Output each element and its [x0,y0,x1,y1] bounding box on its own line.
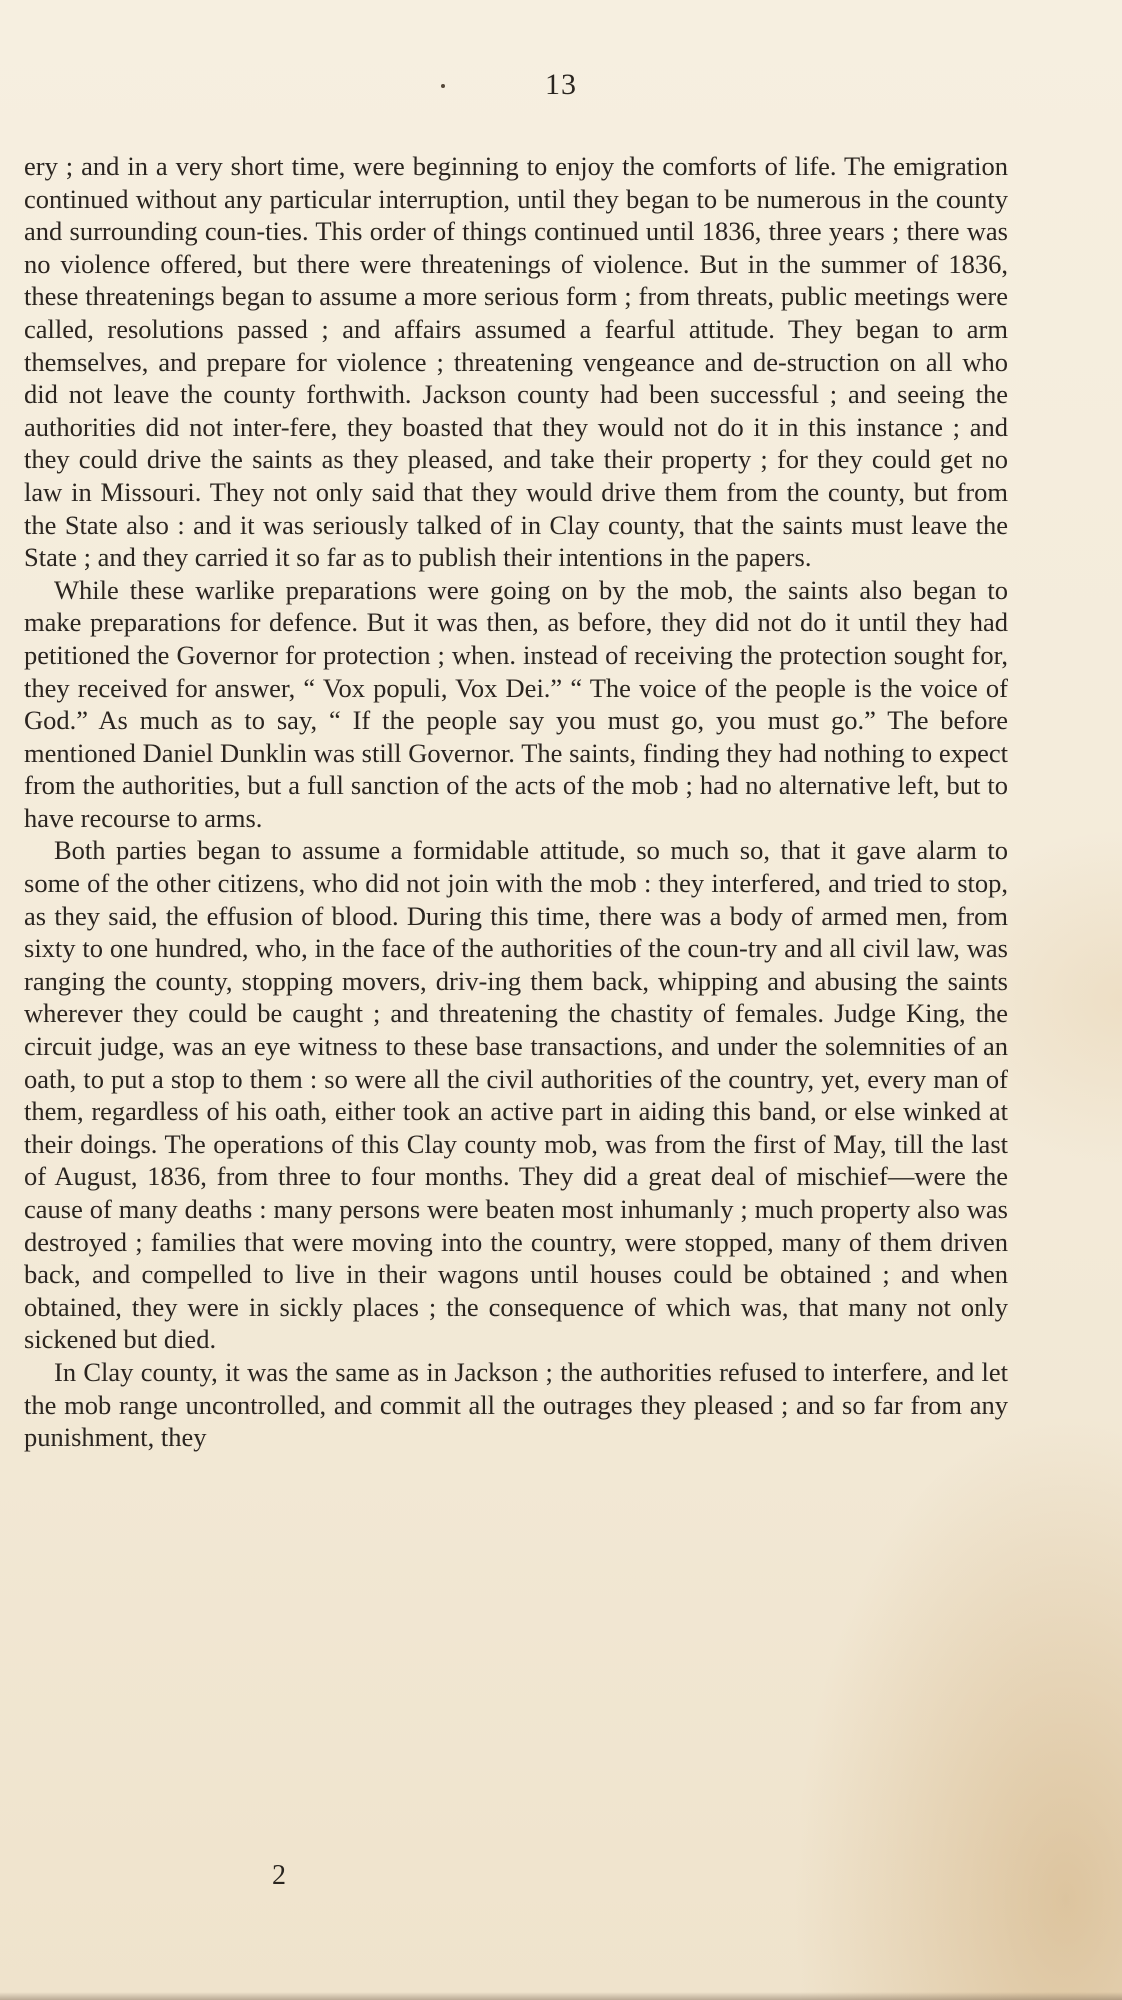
signature-mark: 2 [272,1860,286,1891]
paragraph-2: While these warlike preparations were going on by the mob, the saints also began to make preparations for defence. But it was then, as before, they did not do it until they had petitioned the Governor for protection ; when. instead of receiving the protection sought for, they received for answer, “ Vox populi, Vox Dei.” “ The voice of the people is the voice of God.” As much as to say, “ If the people say you must go, you must go.” The before mentioned Daniel Dunklin was still Governor. The saints, finding they had nothing to expect from the authorities, but a full sanction of the acts of the mob ; had no alternative left, but to have recourse to arms. [24,574,1008,833]
body-text [24,150,1008,1454]
paragraph-1: ery ; and in a very short time, were beginning to enjoy the comforts of life. The emigration continued without any particular interruption, until they began to be numerous in the county and surrounding coun-ties. This order of things continued until 1836, three years ; there was no violence offered, but there were threatenings of violence. But in the summer of 1836, these threatenings began to assume a more serious form ; from threats, public meetings were called, resolutions passed ; and affairs assumed a fearful attitude. They began to arm themselves, and prepare for violence ; threatening vengeance and de-struction on all who did not leave the county forthwith. Jackson county had been successful ; and seeing the authorities did not inter-fere, they boasted that they would not do it in this instance ; and they could drive the saints as they pleased, and take their property ; for they could get no law in Missouri. They not only said that they would drive them from the county, but from the State also : and it was seriously talked of in Clay county, that the saints must leave the State ; and they carried it so far as to publish their intentions in the papers. [24,151,1008,573]
paragraph-4: In Clay county, it was the same as in Jackson ; the authorities refused to interfere, and let the mob range uncontrolled, and commit all the outrages they pleased ; and so far from any punishment, they [24,1356,1008,1453]
page-number-dot [441,84,445,88]
page-number [0,68,1122,102]
page-number-text: 13 [545,68,577,101]
paragraph-3: Both parties began to assume a formidable attitude, so much so, that it gave alarm to some of the other citizens, who did not join with the mob : they interfered, and tried to stop, as they said, the effusion of blood. During this time, there was a body of armed men, from sixty to one hundred, who, in the face of the authorities of the coun-try and all civil law, was ranging the county, stopping movers, driv-ing them back, whipping and abusing the saints wherever they could be caught ; and threatening the chastity of females. Judge King, the circuit judge, was an eye witness to these base transactions, and under the solemnities of an oath, to put a stop to them : so were all the civil authorities of the country, yet, every man of them, regardless of his oath, either took an active part in aiding this band, or else winked at their doings. The operations of this Clay county mob, was from the first of May, till the last of August, 1836, from three to four months. They did a great deal of mischief—were the cause of many deaths : many persons were beaten most inhumanly ; much property also was destroyed ; families that were moving into the country, were stopped, many of them driven back, and compelled to live in their wagons until houses could be obtained ; and when obtained, they were in sickly places ; the consequence of which was, that many not only sickened but died. [24,835,1008,1355]
page-bottom-edge [0,1992,1122,2000]
